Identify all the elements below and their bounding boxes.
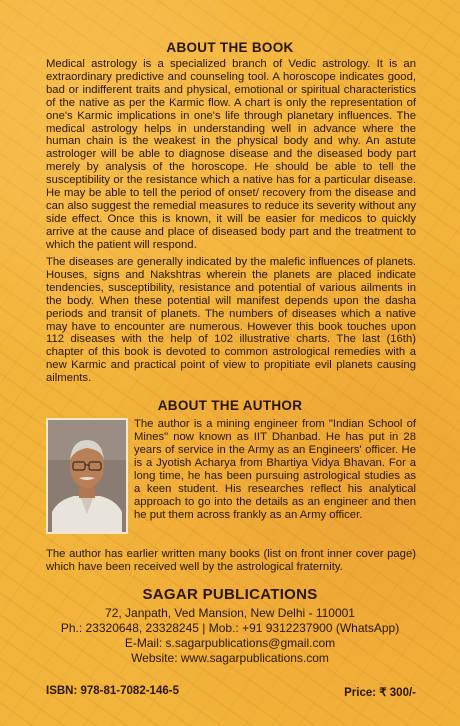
author-photo <box>46 418 128 534</box>
book-price: Price: ₹ 300/- <box>344 687 416 699</box>
author-portrait-image <box>48 420 126 532</box>
about-book-paragraph-1: Medical astrology is a specialized branch of Vedic astrology. It is an extraordinary predictive and counseling tool. A horoscope indicates good, bad or indifferent traits and physical, emotional or spiritual characteristics of the native as per the Karmic flow. A chart is only the representation of one's Karmic implications in one's life through planetary influences. The medical astrology helps in understanding well in advance where the human chain is the weakest in the physical body and why. An astute astrologer will be able to diagnose disease and the diseased body part merely by analysis of the horoscope. He should be able to tell the susceptibility or the resistance which a native has for a particular disease. He may be able to tell the period of onset/ recovery from the disease and can also suggest the remedial measures to reduce its severity without any side effect. Once this is known, it will be easier for medicos to quickly arrive at the cause and place of diseased body part and the treatment to which the patient will respond. <box>46 58 416 251</box>
about-author-paragraph-1: The author is a mining engineer from "Indian School of Mines" now known as IIT Dhanbad. He has put in 28 years of service in the Army as an Engineers' officer. He is a Jyotish Acharya from Bhartiya Vidya Bhavan. For a long time, he has been pursuing astrological studies as a keen student. His researches reflect his analytical approach to go into the details as an engineer and then he put them across frankly as an Army officer. <box>134 418 416 521</box>
publisher-name: SAGAR PUBLICATIONS <box>142 586 318 603</box>
isbn-number: ISBN: 978-81-7082-146-5 <box>46 685 179 697</box>
publisher-phone: Ph.: 23320648, 23328245 | Mob.: +91 9312237900 (WhatsApp) <box>60 621 400 635</box>
about-book-paragraph-2: The diseases are generally indicated by the malefic influences of planets. Houses, signs and Nakshtras wherein the planets are placed indicate tendencies, susceptibility, resistance and potential of various ailments in the body. When these potential will manifest depends upon the dasha periods and transit of planets. The numbers of diseases which a native may have to encounter are numerous. However this book touches upon 112 diseases with the help of 102 illustrative charts. The last (16th) chapter of this book is devoted to common astrological remedies with a new Karmic and practical point of view to propitiate evil planets causing ailments. <box>46 256 416 385</box>
publisher-email: E-Mail: s.sagarpublications@gmail.com <box>124 636 336 650</box>
about-author-heading: ABOUT THE AUTHOR <box>157 398 303 413</box>
about-author-paragraph-2: The author has earlier written many books (list on front inner cover page) which have been received well by the astrological fraternity. <box>46 548 416 573</box>
publisher-website: Website: www.sagarpublications.com <box>131 651 329 665</box>
about-book-heading: ABOUT THE BOOK <box>166 40 294 55</box>
publisher-address: 72, Janpath, Ved Mansion, New Delhi - 110001 <box>105 606 355 620</box>
